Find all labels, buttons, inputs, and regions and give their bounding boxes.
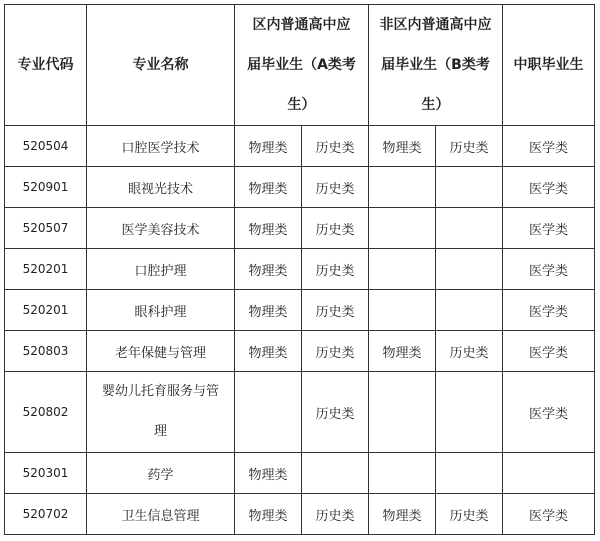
cell-code: 520803 [5,331,87,372]
cell-b-physics [369,290,436,331]
table-row [5,494,595,535]
cell-code: 520301 [5,453,87,494]
cell-a-physics: 物理类 [235,331,302,372]
cell-a-history: 历史类 [302,126,369,167]
header-row [5,5,595,126]
header-group-a [235,5,369,126]
table-row [5,167,595,208]
cell-code: 520901 [5,167,87,208]
header-name: 专业名称 [87,5,235,126]
cell-vocational: 医学类 [503,249,595,290]
cell-a-physics: 物理类 [235,249,302,290]
table-row [5,249,595,290]
admission-table [4,4,595,535]
cell-code: 520702 [5,494,87,535]
table-row [5,331,595,372]
cell-a-history: 历史类 [302,494,369,535]
cell-b-history [436,372,503,453]
table-row [5,208,595,249]
cell-b-history [436,208,503,249]
cell-b-history [436,290,503,331]
header-a-line2: 届毕业生（A类考 [247,57,356,73]
cell-b-history [436,453,503,494]
cell-b-history: 历史类 [436,331,503,372]
cell-b-physics [369,372,436,453]
cell-code: 520504 [5,126,87,167]
cell-a-history: 历史类 [302,331,369,372]
header-a-line1: 区内普通高中应 [252,17,351,33]
header-b-line3: 生） [421,97,450,113]
cell-vocational: 医学类 [503,331,595,372]
cell-major-name: 口腔护理 [87,249,235,290]
cell-vocational: 医学类 [503,208,595,249]
cell-major-name: 老年保健与管理 [87,331,235,372]
cell-vocational: 医学类 [503,494,595,535]
cell-b-physics: 物理类 [369,494,436,535]
cell-code: 520201 [5,290,87,331]
cell-major-name: 眼视光技术 [87,167,235,208]
cell-vocational: 医学类 [503,372,595,453]
cell-major-name: 口腔医学技术 [87,126,235,167]
cell-major-name: 卫生信息管理 [87,494,235,535]
cell-a-physics: 物理类 [235,453,302,494]
cell-vocational [503,453,595,494]
cell-b-history [436,249,503,290]
cell-b-physics [369,453,436,494]
cell-code: 520201 [5,249,87,290]
cell-code: 520507 [5,208,87,249]
cell-a-history: 历史类 [302,372,369,453]
cell-a-physics [235,372,302,453]
cell-a-history: 历史类 [302,167,369,208]
cell-b-history: 历史类 [436,126,503,167]
cell-vocational: 医学类 [503,167,595,208]
cell-vocational: 医学类 [503,126,595,167]
header-code: 专业代码 [5,5,87,126]
cell-b-history [436,167,503,208]
cell-a-physics: 物理类 [235,208,302,249]
cell-b-history: 历史类 [436,494,503,535]
cell-major-name: 药学 [87,453,235,494]
table-row [5,290,595,331]
table-row [5,453,595,494]
cell-b-physics [369,249,436,290]
cell-a-history [302,453,369,494]
header-group-b [369,5,503,126]
cell-b-physics [369,167,436,208]
cell-code: 520802 [5,372,87,453]
table-row [5,126,595,167]
cell-a-physics: 物理类 [235,167,302,208]
cell-major-name: 眼科护理 [87,290,235,331]
header-b-line1: 非区内普通高中应 [379,17,492,33]
header-vocational: 中职毕业生 [503,5,595,126]
header-a-line3: 生） [287,97,316,113]
header-b-line2: 届毕业生（B类考 [381,57,490,73]
cell-a-physics: 物理类 [235,126,302,167]
cell-a-history: 历史类 [302,208,369,249]
cell-major-name: 医学美容技术 [87,208,235,249]
cell-vocational: 医学类 [503,290,595,331]
cell-b-physics [369,208,436,249]
table-row [5,372,595,453]
cell-b-physics: 物理类 [369,126,436,167]
cell-major-name: 婴幼儿托育服务与管理 [87,372,235,453]
cell-a-physics: 物理类 [235,290,302,331]
cell-a-history: 历史类 [302,249,369,290]
cell-a-physics: 物理类 [235,494,302,535]
cell-a-history: 历史类 [302,290,369,331]
cell-b-physics: 物理类 [369,331,436,372]
